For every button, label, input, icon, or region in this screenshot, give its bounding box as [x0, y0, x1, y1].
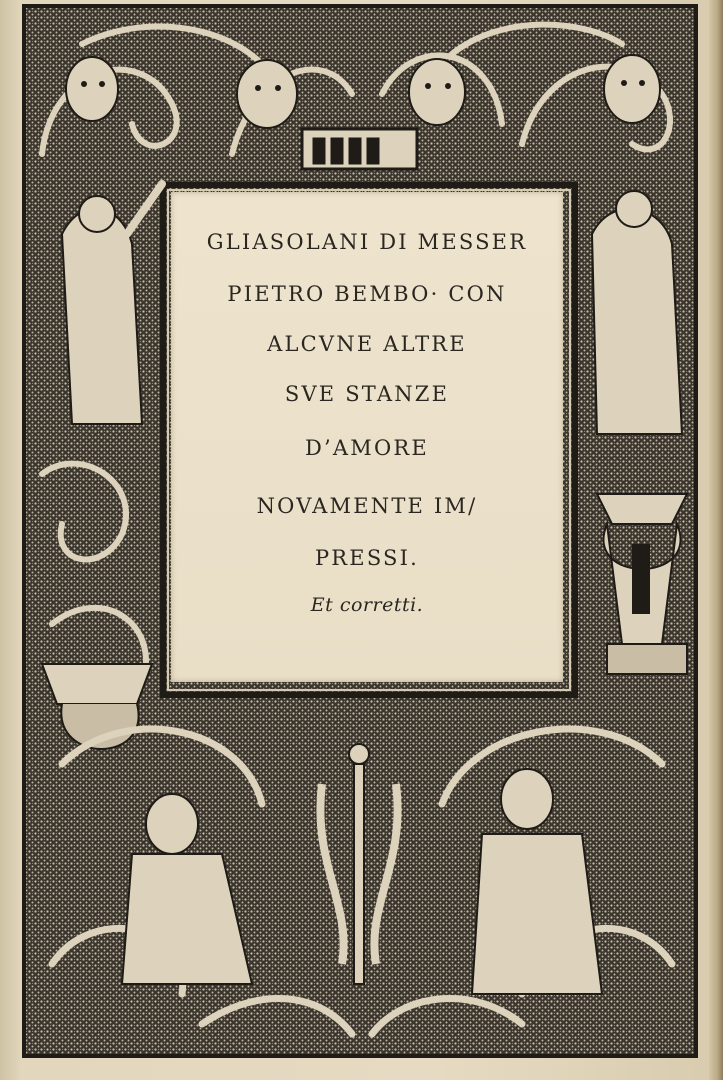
title-line-2: PIETRO BEMBO· CON [227, 282, 507, 306]
title-line-6: NOVAMENTE IM/ [256, 494, 478, 518]
page-edge [709, 0, 723, 1080]
title-line-8: Et corretti. [310, 594, 424, 616]
title-text-panel [171, 192, 563, 682]
title-line-3: ALCVNE ALTRE [267, 332, 467, 356]
title-line-4: SVE STANZE [284, 382, 450, 406]
title-line-7: PRESSI. [314, 546, 420, 570]
title-line-5: D’AMORE [305, 436, 429, 460]
title-line-1: GLIASOLANI DI MESSER [206, 230, 528, 254]
